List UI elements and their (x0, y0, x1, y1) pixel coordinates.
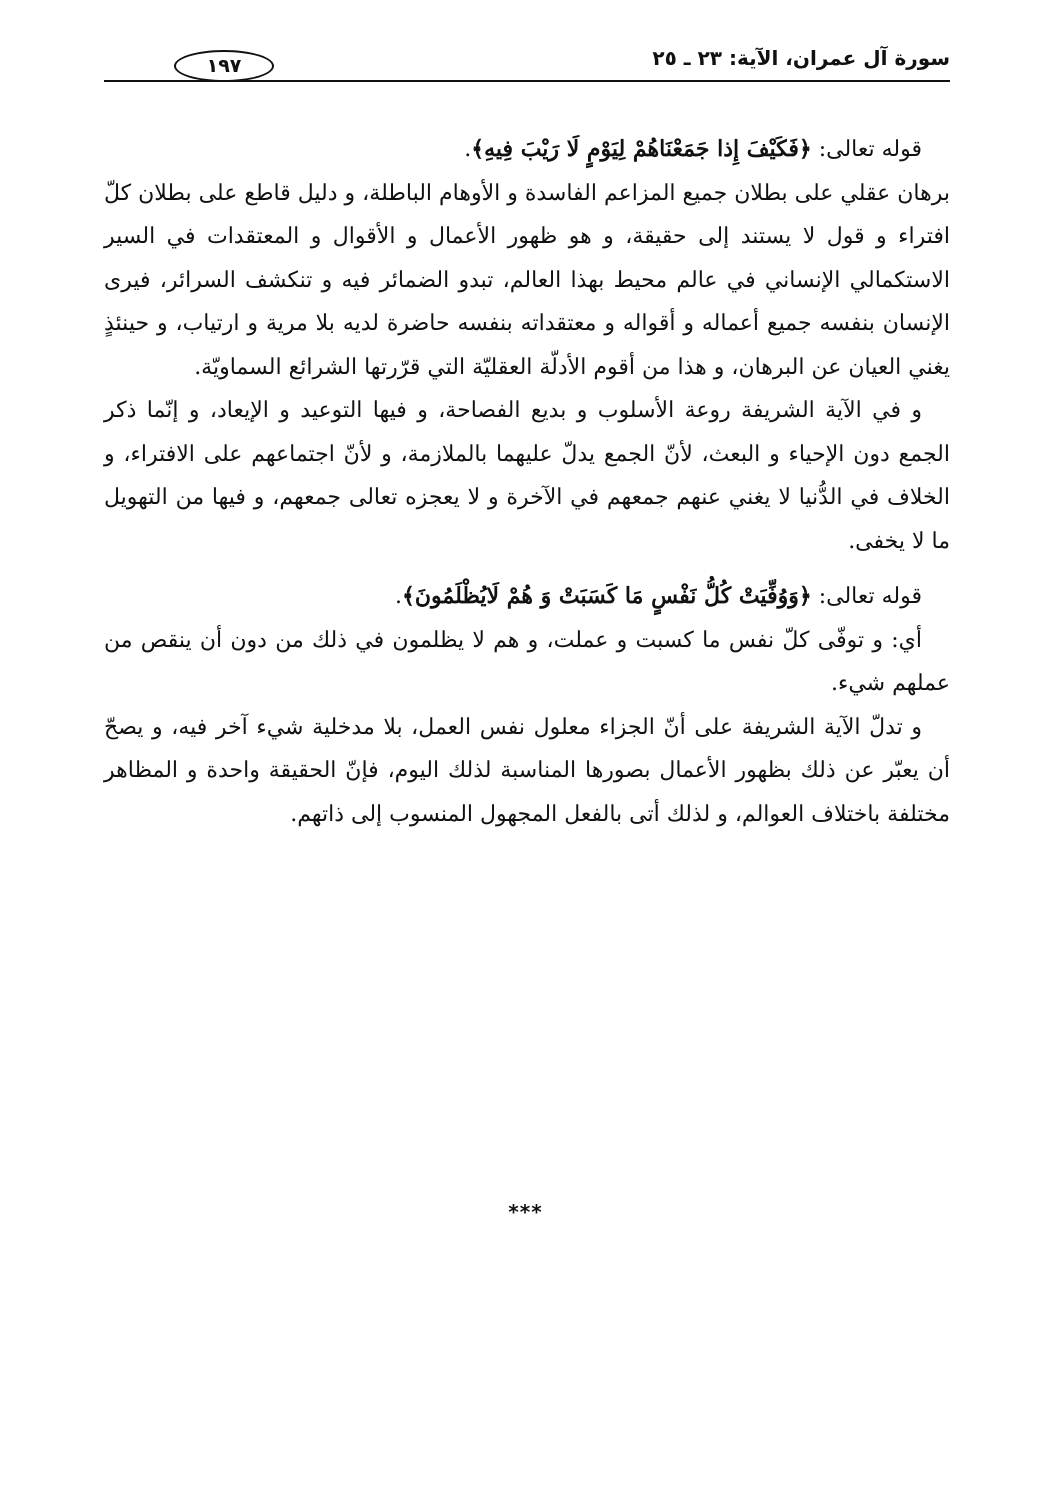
section-separator: *** (508, 1200, 543, 1224)
verse-intro: قوله تعالى: (811, 584, 922, 609)
quran-verse: ﴿فَكَيْفَ إِذا جَمَعْنَاهُمْ لِيَوْمٍ لَا رَيْبَ فِيهِ﴾ (471, 136, 812, 162)
verse-heading-1 (104, 128, 950, 172)
verse-intro: قوله تعالى: (811, 137, 922, 162)
verse-end: . (464, 137, 472, 162)
verse-heading-2 (104, 575, 950, 619)
running-header-title: سورة آل عمران، الآية: ٢٣ ـ ٢٥ (652, 46, 950, 70)
quran-verse: ﴿وَوُفِّيَتْ كُلُّ نَفْسٍ مَا كَسَبَتْ وَ هُمْ لَايُظْلَمُونَ﴾ (401, 583, 812, 609)
page-number-badge: ١٩٧ (174, 50, 274, 82)
paragraph-1: برهان عقلي على بطلان جميع المزاعم الفاسدة و الأوهام الباطلة، و دليل قاطع على بطلان كلّ افتراء و قول لا يستند إلى حقيقة، و هو ظهور الأعمال و الأقوال و المعتقدات في السير الاستكمالي الإنساني في عالم محيط بهذا العالم، تبدو الضمائر فيه و تنكشف السرائر، فيرى الإنسان بنفسه جميع أعماله و أقواله و معتقداته بنفسه حاضرة لديه بلا مرية و ارتياب، و حينئذٍ يغني العيان عن البرهان، و هذا من أقوم الأدلّة العقليّة التي قرّرتها الشرائع السماويّة. (104, 180, 950, 380)
header-rule (104, 80, 950, 82)
page-body (104, 128, 950, 836)
paragraph-3: أي: و توفّى كلّ نفس ما كسبت و عملت، و هم لا يظلمون في ذلك من دون أن ينقص من عملهم شيء. (104, 627, 950, 696)
paragraph-2: و في الآية الشريفة روعة الأسلوب و بديع الفصاحة، و فيها التوعيد و الإيعاد، و إنّما ذكر الجمع دون الإحياء و البعث، لأنّ الجمع يدلّ عليهما بالملازمة، و لأنّ اجتماعهم على الافتراء، و الخلاف في الدُّنيا لا يغني عنهم جمعهم في الآخرة و لا يعجزه تعالى جمعهم، و فيها من التهويل ما لا يخفى. (104, 398, 950, 554)
paragraph-4: و تدلّ الآية الشريفة على أنّ الجزاء معلول نفس العمل، بلا مدخلية شيء آخر فيه، و يصحّ أن يعبّر عن ذلك بظهور الأعمال بصورها المناسبة لذلك اليوم، فإنّ الحقيقة واحدة و المظاهر مختلفة باختلاف العوالم، و لذلك أتى بالفعل المجهول المنسوب إلى ذاتهم. (104, 714, 950, 827)
page-header (104, 40, 950, 80)
verse-end: . (394, 584, 402, 609)
